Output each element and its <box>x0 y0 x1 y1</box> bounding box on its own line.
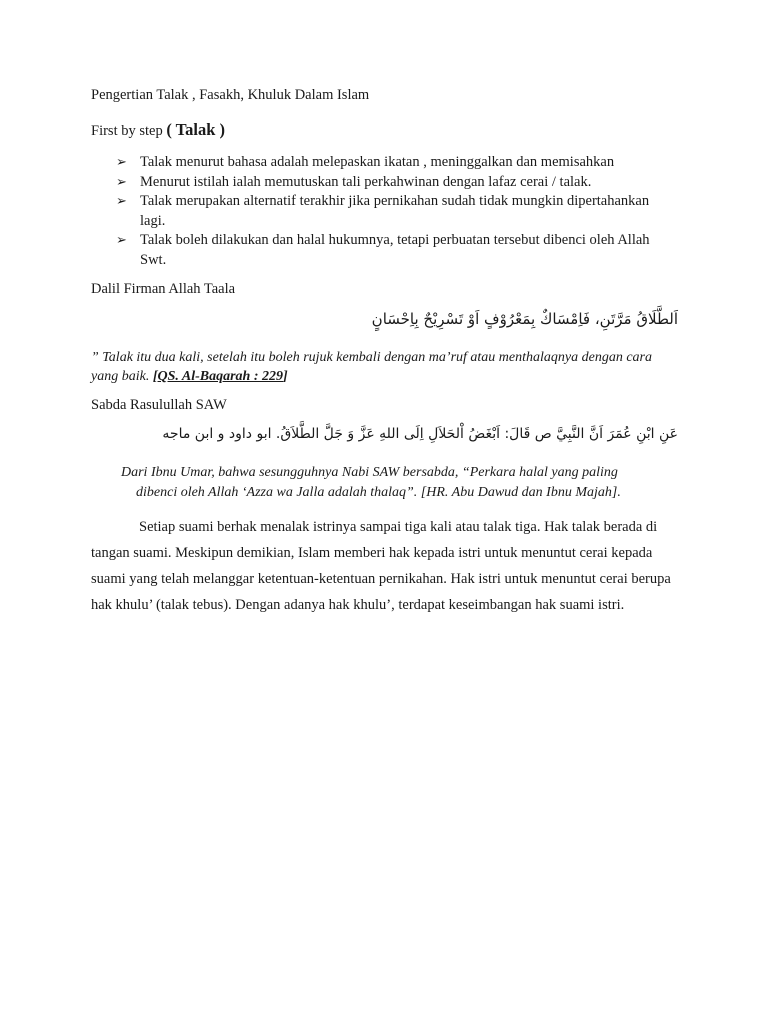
list-item-text: Menurut istilah ialah memutuskan tali perkahwinan dengan lafaz cerai / talak. <box>140 173 592 190</box>
step-prefix: First by step <box>91 123 167 139</box>
sabda-arabic-hadith: عَنِ ابْنِ عُمَرَ اَنَّ النَّبِيَّ ص قَالَ: اَبْغَضُ اْلحَلاَلِ اِلَى اللهِ عَزَّ وَ جَلَّ الطَّلاَقُ. ابو داود و ابن ماجه <box>162 426 678 442</box>
list-item <box>116 153 676 173</box>
list-item <box>116 192 676 231</box>
list-item-text: Talak merupakan alternatif terakhir jika pernikahan sudah tidak mungkin dipertahankan lagi. <box>140 193 650 229</box>
sabda-translation-line2: dibenci oleh Allah ‘Azza wa Jalla adalah thalaq”. <box>136 485 421 500</box>
dalil-translation <box>91 348 671 386</box>
body-paragraph-text: Setiap suami berhak menalak istrinya sampai tiga kali atau talak tiga. Hak talak berada di tangan suami. Meskipun demikian, Islam memberi hak kepada istri untuk menuntut cerai kepada suami yang telah melanggar ketentuan-ketentuan pernikahan. Hak istri untuk menuntut cerai berupa hak khulu’ (talak tebus). Dengan adanya hak khulu’, terdapat keseimbangan hak suami istri. <box>91 519 671 613</box>
dalil-ref-text: QS. Al-Baqarah : 229 <box>157 369 284 384</box>
step-label: ( Talak ) <box>166 120 226 139</box>
sabda-reference: [HR. Abu Dawud dan Ibnu Majah] <box>420 485 618 500</box>
sabda-heading: Sabda Rasulullah SAW <box>91 397 227 413</box>
definition-list <box>116 153 676 270</box>
list-item <box>116 173 676 193</box>
dalil-arabic-verse: اَلطَّلَاقُ مَرَّتَنِ، فَاِمْسَاكٌ بِمَعْرُوْفٍ اَوْ تَسْرِيْحٌ بِاِحْسَانٍ <box>371 310 678 328</box>
step-heading <box>91 120 225 140</box>
body-paragraph <box>91 514 681 618</box>
arrowhead-bullet-icon: ➢ <box>116 174 127 190</box>
document-title: Pengertian Talak , Fasakh, Khuluk Dalam Islam <box>91 87 370 103</box>
list-item-text: Talak boleh dilakukan dan halal hukumnya, tetapi perbuatan tersebut dibenci oleh Allah Swt. <box>140 232 650 268</box>
dalil-ref-open: [ <box>152 369 158 384</box>
sabda-translation-line2-wrap <box>121 483 676 503</box>
sabda-translation-line1: Dari Ibnu Umar, bahwa sesungguhnya Nabi SAW bersabda, “Perkara halal yang paling <box>121 465 618 480</box>
arrowhead-bullet-icon: ➢ <box>116 194 127 209</box>
dalil-translation-text: Talak itu dua kali, setelah itu boleh rujuk kembali dengan ma’ruf atau menthalaqnya dengan cara yang baik. <box>91 350 652 384</box>
dalil-quote-mark: ” <box>91 350 99 365</box>
arrowhead-bullet-icon: ➢ <box>116 233 127 248</box>
dalil-heading: Dalil Firman Allah Taala <box>91 281 236 297</box>
list-item-text: Talak menurut bahasa adalah melepaskan ikatan , meninggalkan dan memisahkan <box>140 154 615 170</box>
list-item <box>116 231 676 270</box>
dalil-reference <box>153 369 288 384</box>
arrowhead-bullet-icon: ➢ <box>116 155 127 170</box>
sabda-translation <box>121 463 676 503</box>
dalil-ref-close: ] <box>283 369 288 384</box>
sabda-reference-end: . <box>617 485 621 500</box>
